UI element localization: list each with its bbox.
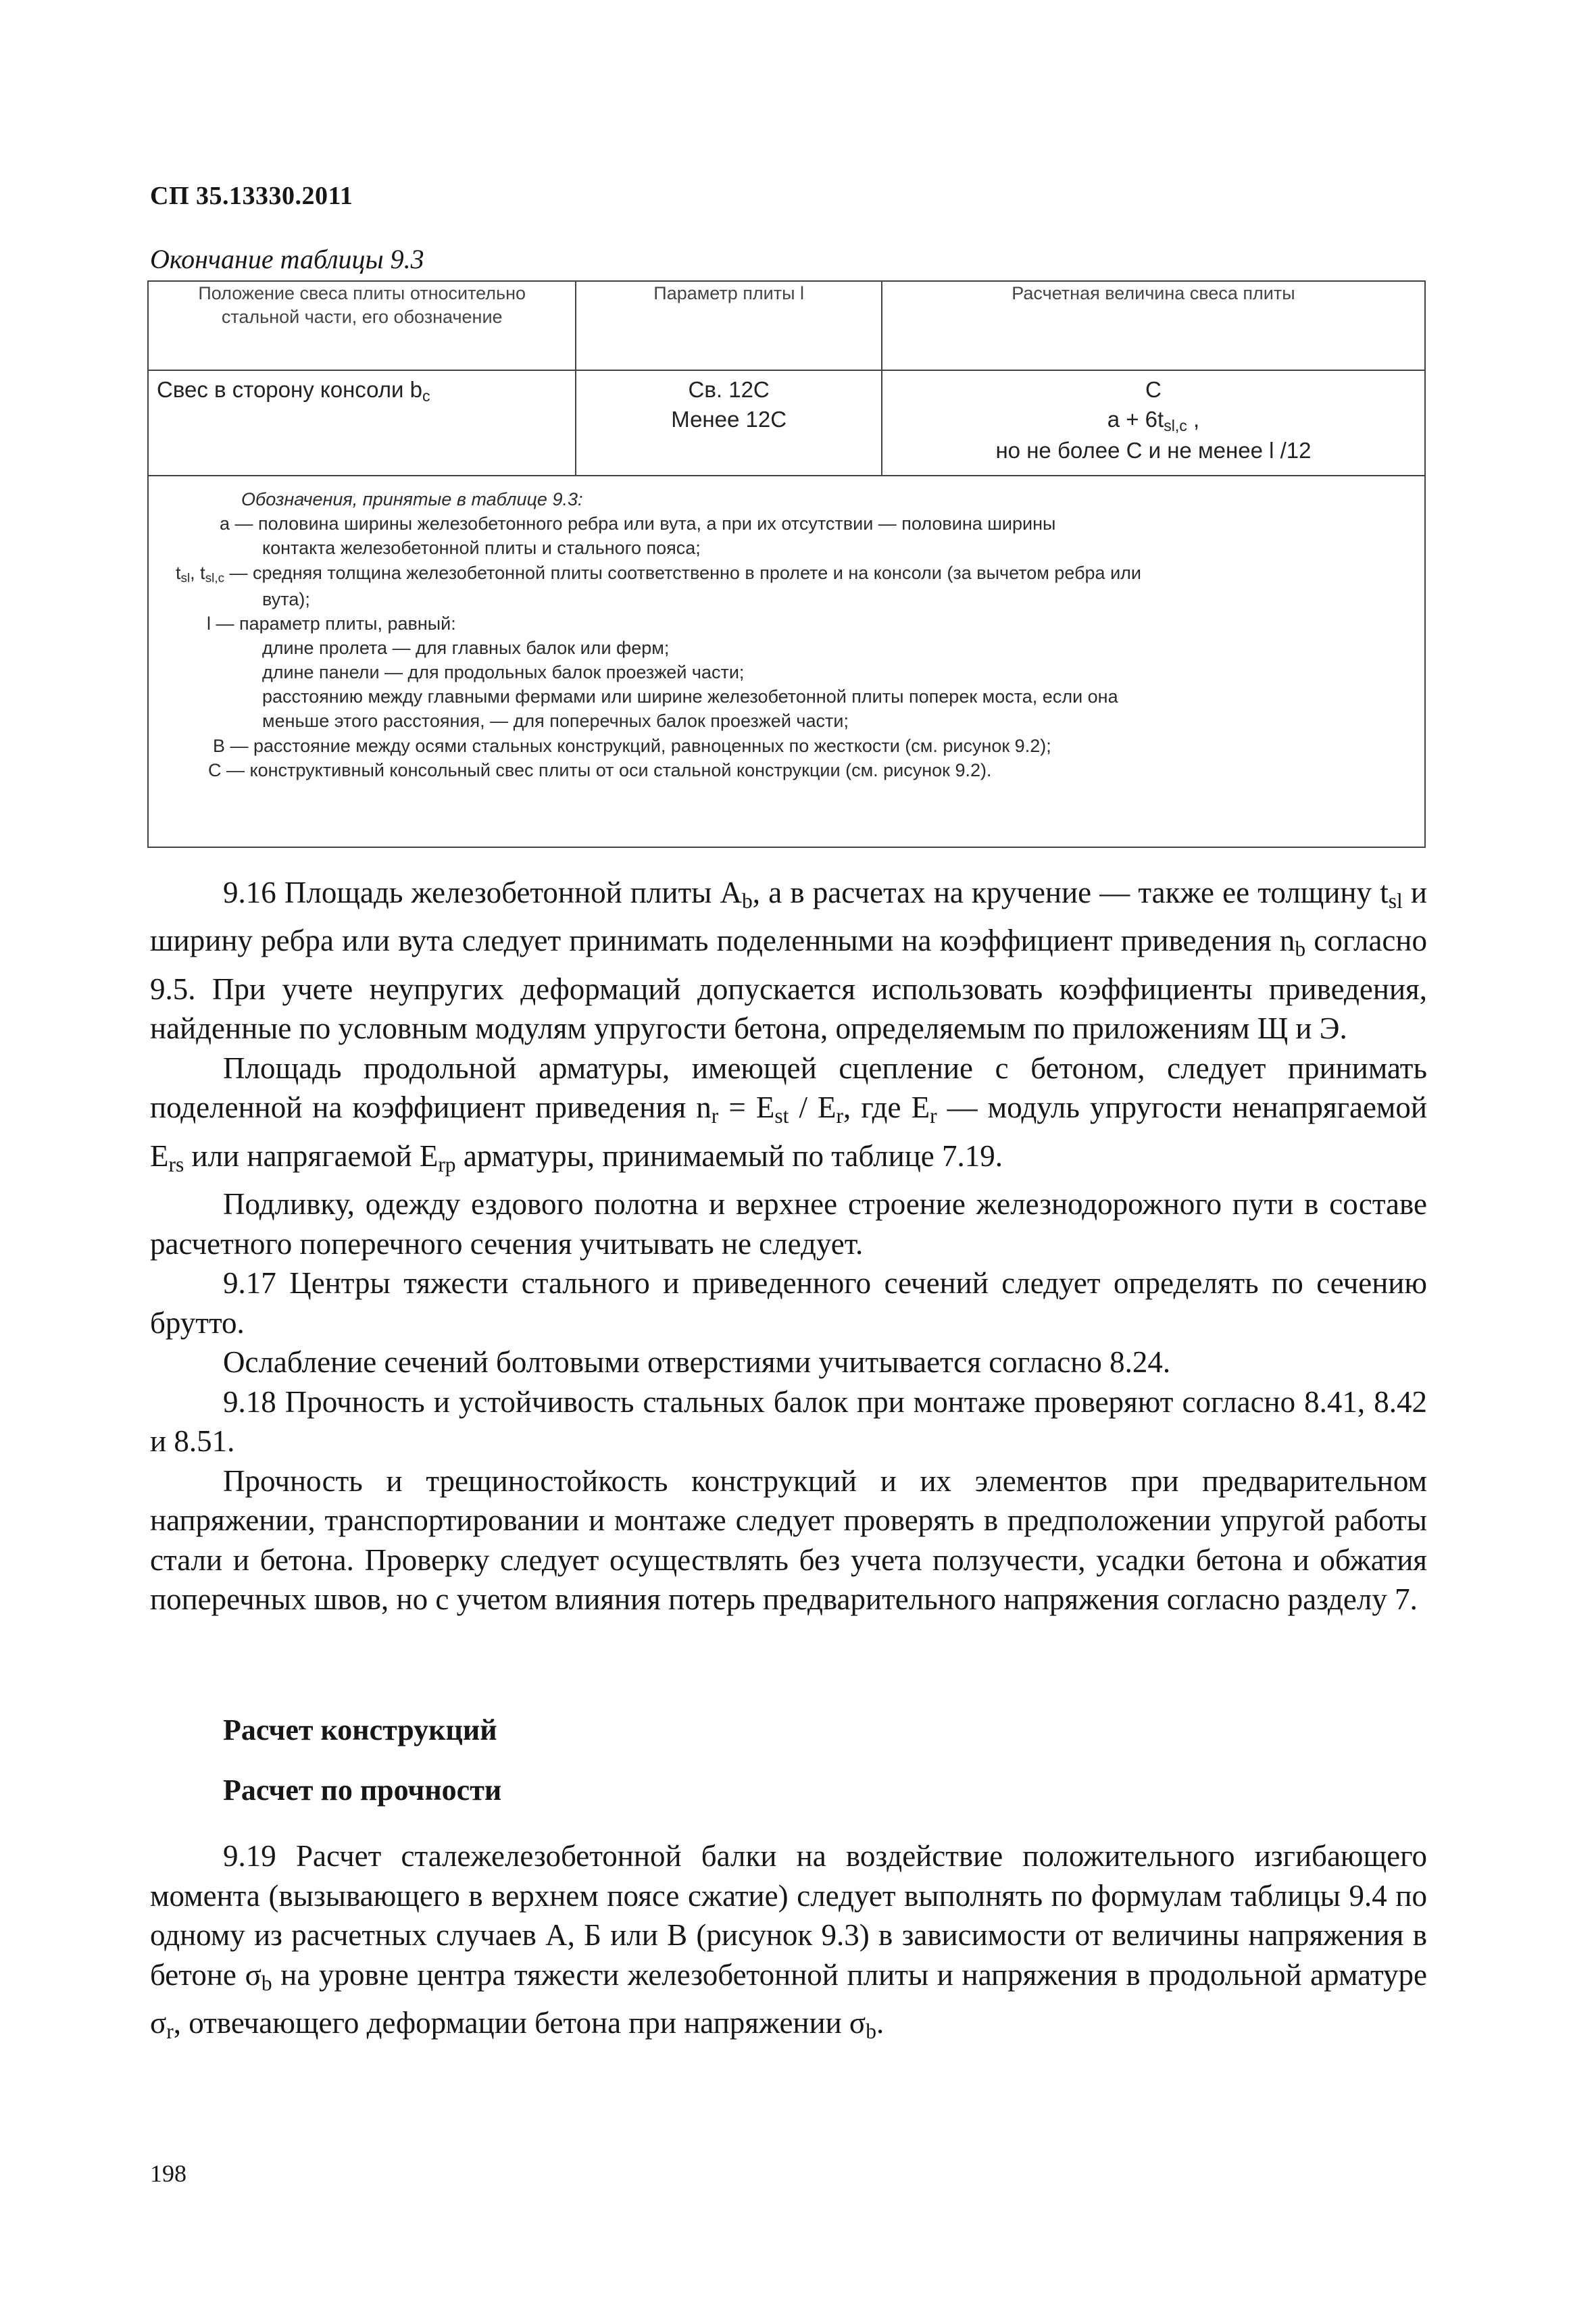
body-text-block-2 <box>150 1836 1427 2051</box>
note-l-1: длине пролета — для главных балок или ферм; <box>262 637 670 658</box>
section-heading-design: Расчет конструкций <box>223 1713 497 1746</box>
table-header-row <box>148 281 1425 370</box>
header-parameter: Параметр плиты l <box>576 281 882 370</box>
document-code: СП 35.13330.2011 <box>150 182 353 210</box>
cell-value: C $a + 6t_{sl,c}$ , но не более C и не менее l /12 <box>882 370 1425 476</box>
table-row <box>148 370 1425 476</box>
paragraph-9-19: 9.19 Расчет сталежелезобетонной балки на воздействие положительного изгибающего момента (вызывающего в верхнем поясе сжатие) следует выполнять по формулам таблицы 9.4 по одному из расчетных случаев А, Б или В (рисунок 9.3) в зависимости от величины напряжения в бетоне $\sigma_b$ на уровне центра тяжести железобетонной плиты и напряжения в продольной арматуре $\sigma_r$, отвечающего деформации бетона при напряжении $\sigma_b$. <box>150 1839 1427 2043</box>
table-9-3 <box>147 280 1426 848</box>
cell-position: Свес в сторону консоли $b_c$ <box>148 370 576 476</box>
note-l-4: меньше этого расстояния, — для поперечных балок проезжей части; <box>262 711 849 732</box>
note-a-cont: контакта железобетонной плиты и стального пояса; <box>262 538 701 559</box>
note-b: B — расстояние между осями стальных конструкций, равноценных по жесткости (см. рисунок 9.2); <box>213 735 1051 756</box>
paragraph-9-18-b: Прочность и трещиностойкость конструкций и их элементов при предварительном напряжении, транспортировании и монтаже следует проверять в предположении упругой работы стали и бетона. Проверку следует осуществлять без учета ползучести, усадки бетона и обжатия поперечных швов, но с учетом влияния потерь предварительного напряжения согласно разделу 7. <box>150 1463 1427 1616</box>
header-value: Расчетная величина свеса плиты <box>882 281 1425 370</box>
note-a: a — половина ширины железобетонного ребра или вута, а при их отсутствии — половина ширины <box>220 513 1056 534</box>
paragraph-9-16: 9.16 Площадь железобетонной плиты $A_b$, а в расчетах на кручение — также ее толщину $t_{sl}$ и ширину ребра или вута следует принимать поделенными на коэффициент приведения $n_b$ согласно 9.5. При учете неупругих деформаций допускается использовать коэффициенты приведения, найденные по условным модулям упругости бетона, определяемым по приложениям Щ и Э. <box>150 876 1427 1046</box>
note-t-cont: вута); <box>262 588 310 609</box>
cell-parameter: Св. 12C Менее 12C <box>576 370 882 476</box>
table-notes-row <box>148 476 1425 847</box>
section-heading-strength: Расчет по прочности <box>223 1774 502 1807</box>
table-notes <box>148 476 1425 847</box>
paragraph-9-18: 9.18 Прочность и устойчивость стальных балок при монтаже проверяют согласно 8.41, 8.42 и 8.51. <box>150 1384 1427 1458</box>
table-caption: Окончание таблицы 9.3 <box>150 244 424 274</box>
header-position: Положение свеса плиты относительно стальной части, его обозначение <box>148 281 576 370</box>
notes-title: Обозначения, принятые в таблице 9.3: <box>241 489 583 509</box>
page-number: 198 <box>150 2160 186 2187</box>
paragraph-9-16-b: Площадь продольной арматуры, имеющей сцепление с бетоном, следует принимать поделенной на коэффициент приведения $n_r = E_{st} / E_r$, где $E_r$ — модуль упругости ненапрягаемой $E_{rs}$ или напрягаемой $E_{rp}$ арматуры, принимаемый по таблице 7.19. <box>150 1051 1427 1176</box>
note-l-3: расстоянию между главными фермами или ширине железобетонной плиты поперек моста, если она <box>262 686 1118 707</box>
note-l: l — параметр плиты, равный: <box>207 613 456 634</box>
note-t: $t_{sl}$, $t_{sl,c}$ — средняя толщина железобетонной плиты соответственно в пролете и на консоли (за вычетом ребра или <box>176 562 1141 586</box>
paragraph-9-17: 9.17 Центры тяжести стального и приведенного сечений следует определять по сечению брутто. <box>150 1266 1427 1340</box>
paragraph-9-16-c: Подливку, одежду ездового полотна и верхнее строение железнодорожного пути в составе расчетного поперечного сечения учитывать не следует. <box>150 1187 1427 1261</box>
body-text-block-1 <box>150 873 1427 1619</box>
note-l-2: длине панели — для продольных балок проезжей части; <box>262 662 745 683</box>
note-c: C — конструктивный консольный свес плиты от оси стальной конструкции (см. рисунок 9.2). <box>208 759 992 780</box>
paragraph-9-17-b: Ослабление сечений болтовыми отверстиями учитывается согласно 8.24. <box>223 1345 1171 1379</box>
